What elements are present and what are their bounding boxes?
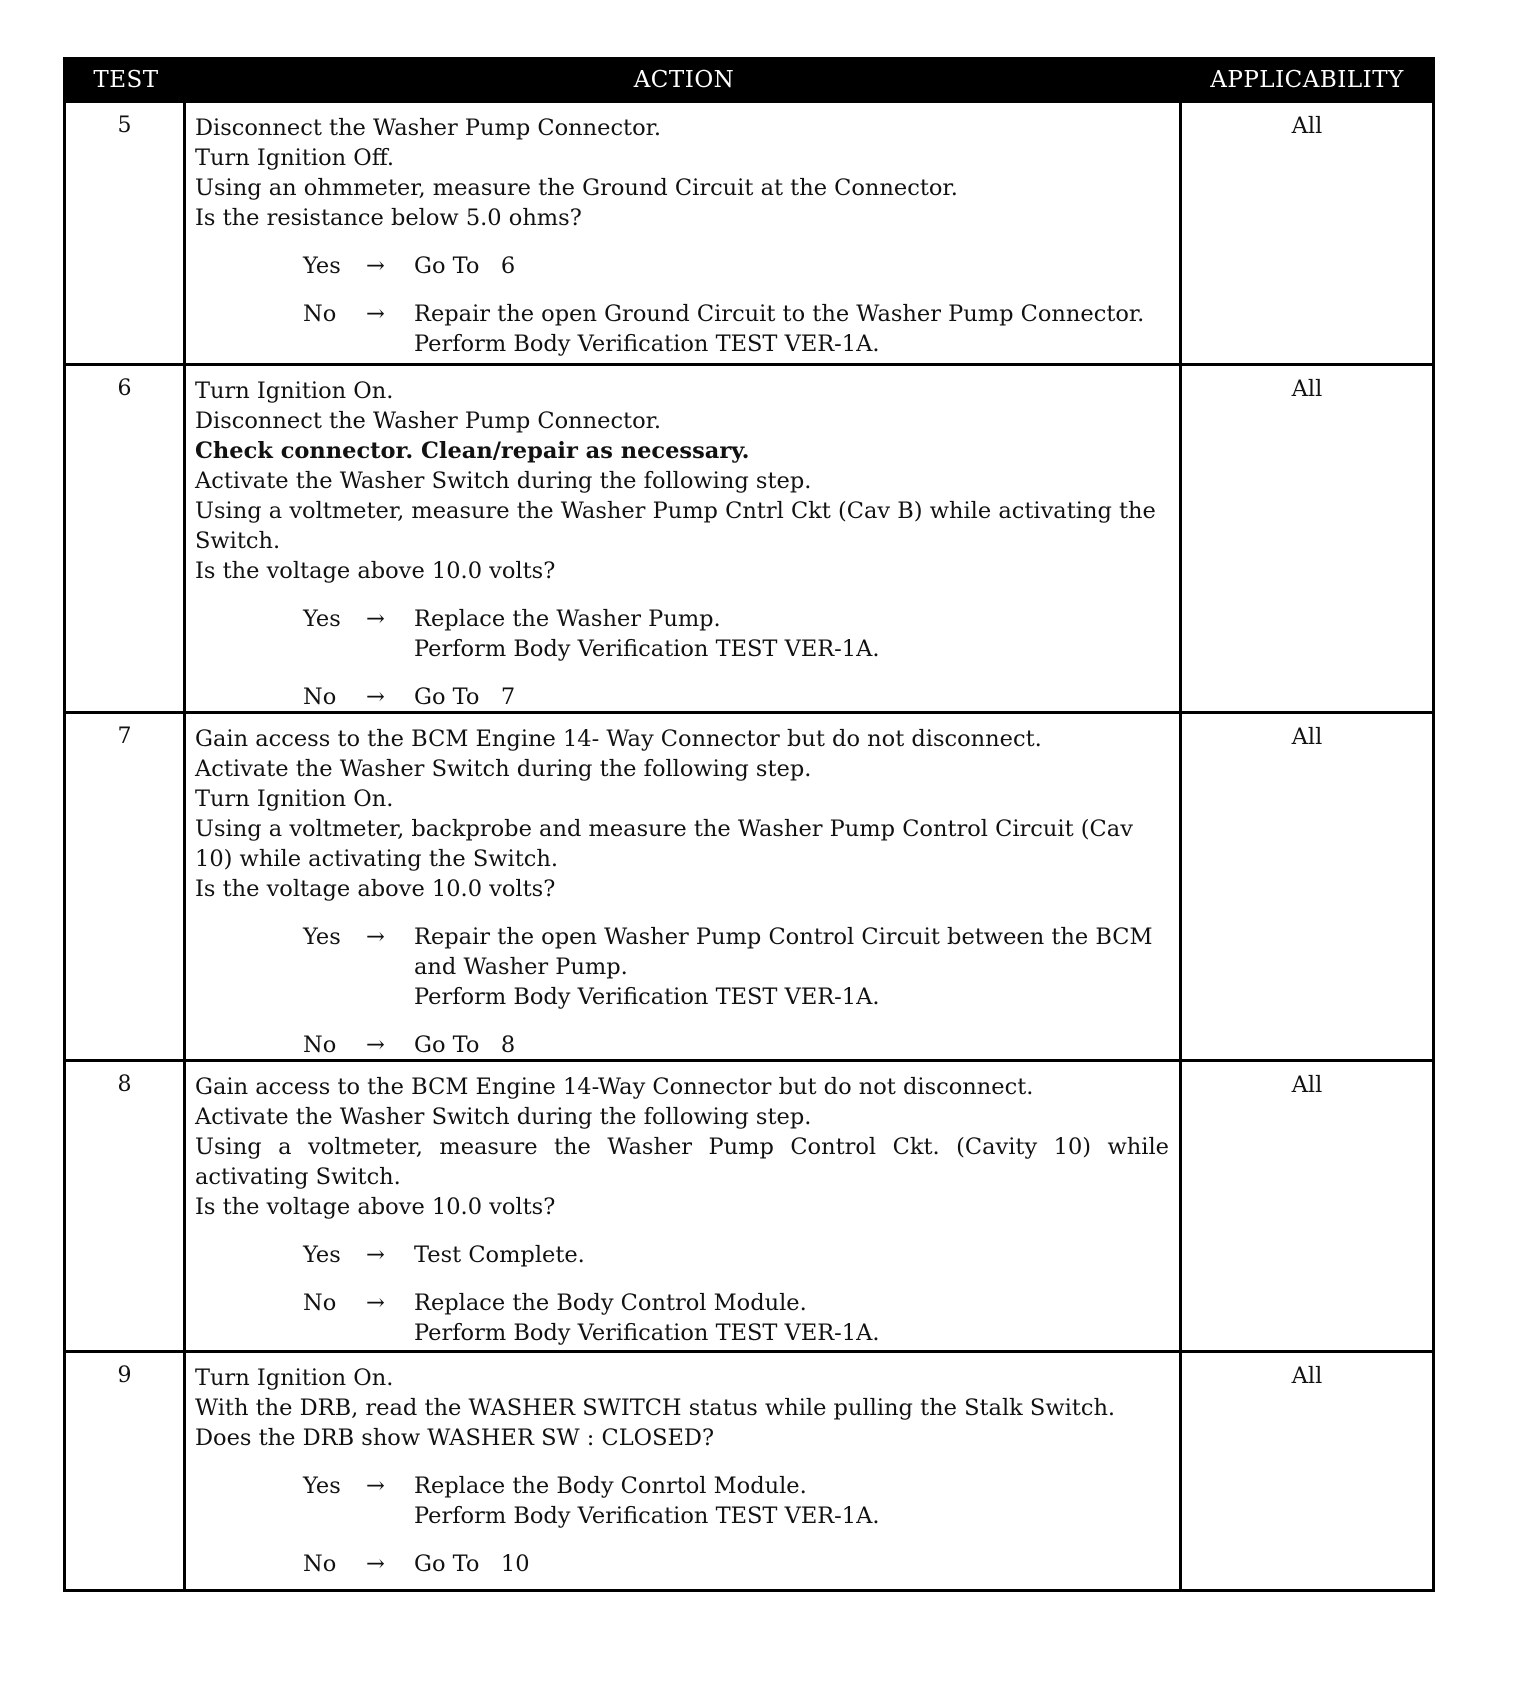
no-branch (195, 682, 1169, 712)
action-line: Activate the Washer Switch during the following step. (195, 468, 812, 494)
no-label: No (303, 1551, 337, 1577)
action-line-bold: Check connector. Clean/repair as necessary. (195, 438, 750, 464)
arrow-icon: → (366, 684, 385, 710)
action-cell (186, 1062, 1182, 1350)
branch-result: Perform Body Verification TEST VER-1A. (414, 984, 880, 1010)
applicability-cell: All (1291, 1072, 1323, 1098)
yes-label: Yes (303, 1242, 341, 1268)
action-cell (186, 1353, 1182, 1589)
applicability-cell: All (1291, 724, 1323, 750)
branch-result: Repair the open Ground Circuit to the Washer Pump Connector. (414, 301, 1145, 327)
action-line: Using a voltmeter, measure the Washer Pump Cntrl Ckt (Cav B) while activating the Switch. (195, 498, 1156, 554)
yes-label: Yes (303, 253, 341, 279)
arrow-icon: → (366, 606, 385, 632)
action-line: Using an ohmmeter, measure the Ground Circuit at the Connector. (195, 175, 958, 201)
no-label: No (303, 1032, 337, 1058)
branch-result: Go To 8 (414, 1032, 516, 1058)
arrow-icon: → (366, 253, 385, 279)
no-label: No (303, 301, 337, 327)
branch-result: Repair the open Washer Pump Control Circuit between the BCM and Washer Pump. (414, 924, 1153, 980)
yes-label: Yes (303, 924, 341, 950)
action-line: Using a voltmeter, backprobe and measure the Washer Pump Control Circuit (Cav 10) while activating the Switch. (195, 816, 1133, 872)
no-branch (195, 299, 1169, 359)
yes-branch (195, 922, 1169, 1012)
action-line: Activate the Washer Switch during the following step. (195, 756, 812, 782)
action-cell (186, 714, 1182, 1059)
header-test: TEST (93, 67, 159, 93)
no-branch (195, 1288, 1169, 1348)
no-label: No (303, 684, 337, 710)
action-line: Activate the Washer Switch during the following step. (195, 1104, 812, 1130)
applicability-cell: All (1291, 1363, 1323, 1389)
action-line: Disconnect the Washer Pump Connector. (195, 408, 662, 434)
no-branch (195, 1030, 1169, 1060)
branch-result: Perform Body Verification TEST VER-1A. (414, 331, 880, 357)
action-line: Turn Ignition On. (195, 378, 394, 404)
no-branch (195, 1549, 1169, 1579)
branch-result: Go To 7 (414, 684, 516, 710)
applicability-cell: All (1291, 376, 1323, 402)
branch-result: Perform Body Verification TEST VER-1A. (414, 636, 880, 662)
arrow-icon: → (366, 1242, 385, 1268)
arrow-icon: → (366, 1290, 385, 1316)
diagnostic-table (63, 57, 1435, 1592)
table-row (66, 100, 1432, 363)
yes-branch (195, 1240, 1169, 1270)
action-line: Does the DRB show WASHER SW : CLOSED? (195, 1425, 715, 1451)
branch-result: Go To 10 (414, 1551, 530, 1577)
action-line: Is the resistance below 5.0 ohms? (195, 205, 582, 231)
table-row (66, 1350, 1432, 1589)
branch-result: Test Complete. (414, 1242, 585, 1268)
action-line: Turn Ignition On. (195, 1365, 394, 1391)
test-number: 6 (66, 366, 186, 711)
arrow-icon: → (366, 1032, 385, 1058)
yes-branch (195, 604, 1169, 664)
table-row (66, 363, 1432, 711)
action-line: Gain access to the BCM Engine 14-Way Connector but do not disconnect. (195, 1074, 1034, 1100)
test-number: 7 (66, 714, 186, 1059)
table-header (66, 60, 1432, 100)
header-action: ACTION (633, 67, 735, 93)
yes-label: Yes (303, 606, 341, 632)
arrow-icon: → (366, 924, 385, 950)
arrow-icon: → (366, 1473, 385, 1499)
no-label: No (303, 1290, 337, 1316)
table-row (66, 711, 1432, 1059)
action-line: With the DRB, read the WASHER SWITCH status while pulling the Stalk Switch. (195, 1395, 1116, 1421)
yes-branch (195, 251, 1169, 281)
action-cell (186, 103, 1182, 363)
yes-branch (195, 1471, 1169, 1531)
action-line: Turn Ignition Off. (195, 145, 395, 171)
action-cell (186, 366, 1182, 711)
branch-result: Replace the Body Control Module. (414, 1290, 807, 1316)
yes-label: Yes (303, 1473, 341, 1499)
test-number: 9 (66, 1353, 186, 1589)
action-line: Using a voltmeter, measure the Washer Pump Control Ckt. (Cavity 10) while activating Switch. (195, 1134, 1169, 1190)
test-number: 8 (66, 1062, 186, 1350)
branch-result: Replace the Body Conrtol Module. (414, 1473, 807, 1499)
action-line: Gain access to the BCM Engine 14- Way Connector but do not disconnect. (195, 726, 1042, 752)
branch-result: Perform Body Verification TEST VER-1A. (414, 1320, 880, 1346)
arrow-icon: → (366, 1551, 385, 1577)
arrow-icon: → (366, 301, 385, 327)
action-line: Is the voltage above 10.0 volts? (195, 876, 556, 902)
action-line: Is the voltage above 10.0 volts? (195, 1194, 556, 1220)
applicability-cell: All (1291, 113, 1323, 139)
header-applicability: APPLICABILITY (1210, 67, 1404, 93)
action-line: Turn Ignition On. (195, 786, 394, 812)
branch-result: Perform Body Verification TEST VER-1A. (414, 1503, 880, 1529)
action-line: Disconnect the Washer Pump Connector. (195, 115, 662, 141)
branch-result: Go To 6 (414, 253, 516, 279)
branch-result: Replace the Washer Pump. (414, 606, 721, 632)
action-line: Is the voltage above 10.0 volts? (195, 558, 556, 584)
test-number: 5 (66, 103, 186, 363)
table-row (66, 1059, 1432, 1350)
